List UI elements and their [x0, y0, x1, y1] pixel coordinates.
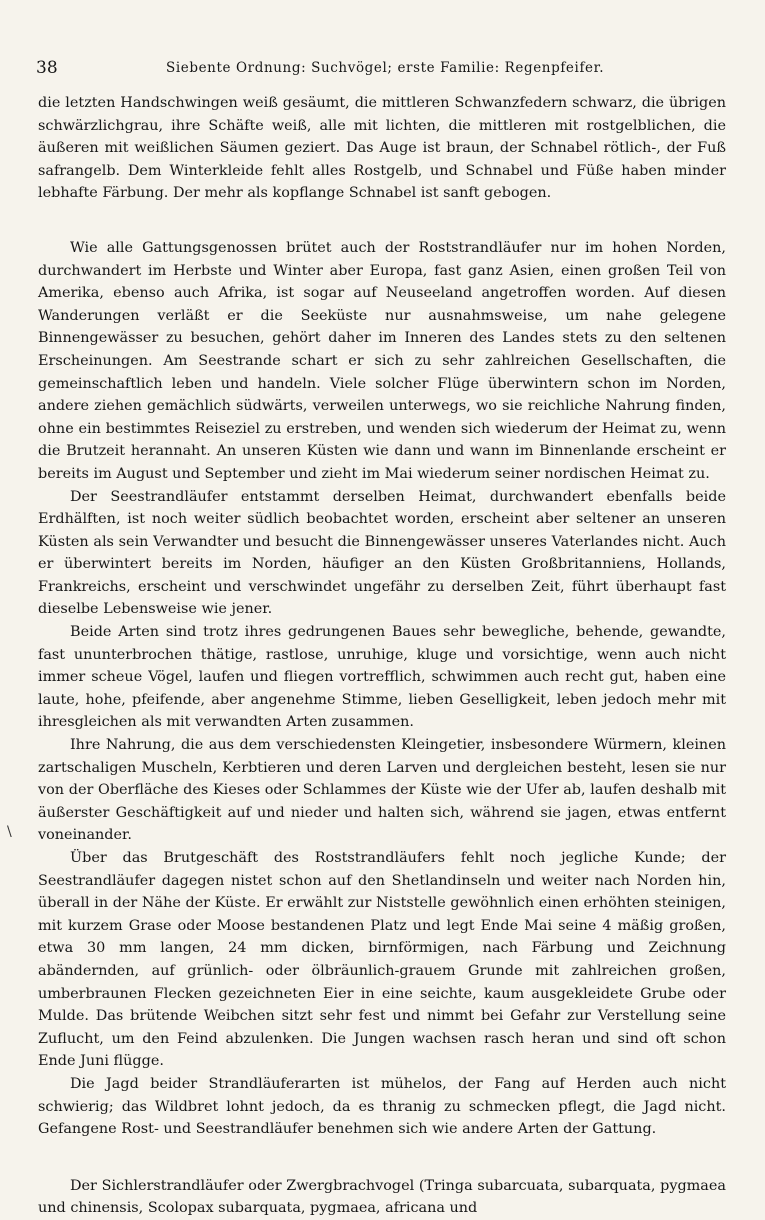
paragraph-behavior: Beide Arten sind trotz ihres gedrungenen Baues sehr bewegliche, behende, gewandte, fast ununterbrochen thätige, rastlose, unruhige, kluge und vorsichtige, wenn auch nicht immer scheue Vögel, laufen und fliegen vortrefflich, schwimmen auch recht gut, haben eine laute, hohe, pfeifende, aber angenehme Stimme, lieben Geselligkeit, leben jedoch mehr mit ihresgleichen als mit verwandten Arten zusammen. [38, 624, 726, 731]
paragraph-continuation: die letzten Handschwingen weiß gesäumt, die mittleren Schwanzfedern schwarz, die übrigen schwärzlichgrau, ihre Schäfte weiß, alle mit lichten, die mittleren mit rostgelblichen, die äußeren mit weißlichen Säumen geziert. Das Auge ist braun, der Schnabel rötlich-, der Fuß safrangelb. Dem Winterkleide fehlt alles Rostgelb, und Schnabel und Füße haben minder lebhafte Färbung. Der mehr als kopflange Schnabel ist sanft gebogen. [38, 95, 726, 202]
page-header [36, 58, 726, 84]
page-number: 38 [36, 58, 58, 78]
paragraph-new-species: Der Sichlerstrandläufer oder Zwergbrachvogel (Tringa subarcuata, subarquata, pygmaea und chinensis, Scolopax subarquata, pygmaea, africana und [38, 1177, 726, 1217]
paragraph-breeding: Über das Brutgeschäft des Roststrandläufers fehlt noch jegliche Kunde; der Seestrandläufer dagegen nistet schon auf den Shetlandinseln und weiter nach Norden hin, überall in der Nähe der Küste. Er erwählt zur Niststelle gewöhnlich einen erhöhten steinigen, mit kurzem Grase oder Moose bestandenen Platz und legt Ende Mai seine 4 mäßig großen, etwa 30 mm langen, 24 mm dicken, birnförmigen, nach Färbung und Zeichnung abändernden, auf grünlich- oder ölbräunlich-grauem Grunde mit zahlreichen großen, umberbraunen Flecken gezeichneten Eier in eine seichte, kaum ausgekleidete Grube oder Mulde. Das brütende Weibchen sitzt sehr fest und nimmt bei Gefahr zur Verstellung seine Zuflucht, um den Feind abzulenken. Die Jungen wachsen rasch heran und sind oft schon Ende Juni flügge. [38, 850, 726, 1070]
running-head: Siebente Ordnung: Suchvögel; erste Familie: Regenpfeifer. [166, 60, 605, 76]
paragraph-distribution: Wie alle Gattungsgenossen brütet auch der Roststrandläufer nur im hohen Norden, durchwandert im Herbste und Winter aber Europa, fast ganz Asien, einen großen Teil von Amerika, ebenso auch Afrika, ist sogar auf Neuseeland angetroffen worden. Auf diesen Wanderungen verläßt er die Seeküste nur ausnahmsweise, um nahe gelegene Binnengewässer zu besuchen, gehört daher im Inneren des Landes stets zu den seltenen Erscheinungen. Am Seestrande schart er sich zu sehr zahlreichen Gesellschaften, die gemeinschaftlich leben und handeln. Viele solcher Flüge überwintern schon im Norden, andere ziehen gemächlich südwärts, verweilen unterwegs, wo sie reichliche Nahrung finden, ohne ein bestimmtes Reiseziel zu erstreben, und wenden sich wiederum der Heimat zu, wenn die Brutzeit herannaht. An unseren Küsten wie dann und wann im Binnenlande erscheint er bereits im August und September und zieht im Mai wiederum seiner nordischen Heimat zu. [38, 239, 726, 482]
body-text [38, 92, 726, 1220]
margin-mark: \ [7, 824, 12, 840]
paragraph-seestrandlaeufer: Der Seestrandläufer entstammt derselben Heimat, durchwandert ebenfalls beide Erdhälften, ist noch weiter südlich beobachtet worden, erscheint aber seltener an unseren Küsten als sein Verwandter und besucht die Binnengewässer unseres Vaterlandes nicht. Auch er überwintert bereits im Norden, häufiger an den Küsten Großbritanniens, Hollands, Frankreichs, erscheint und verschwindet ungefähr zu derselben Zeit, führt überhaupt fast dieselbe Lebensweise wie jener. [38, 488, 726, 618]
paragraph-hunting: Die Jagd beider Strandläuferarten ist mühelos, der Fang auf Herden auch nicht schwierig; das Wildbret lohnt jedoch, da es thranig zu schmecken pflegt, die Jagd nicht. Gefangene Rost- und Seestrandläufer benehmen sich wie andere Arten der Gattung. [38, 1075, 726, 1138]
paragraph-food: Ihre Nahrung, die aus dem verschiedensten Kleingetier, insbesondere Würmern, kleinen zartschaligen Muscheln, Kerbtieren und deren Larven und dergleichen besteht, lesen sie nur von der Oberfläche des Kieses oder Schlammes der Küste wie der Ufer ab, laufen deshalb mit äußerster Geschäftigkeit auf und nieder und halten sich, während sie jagen, etwas entfernt voneinander. [38, 737, 726, 844]
